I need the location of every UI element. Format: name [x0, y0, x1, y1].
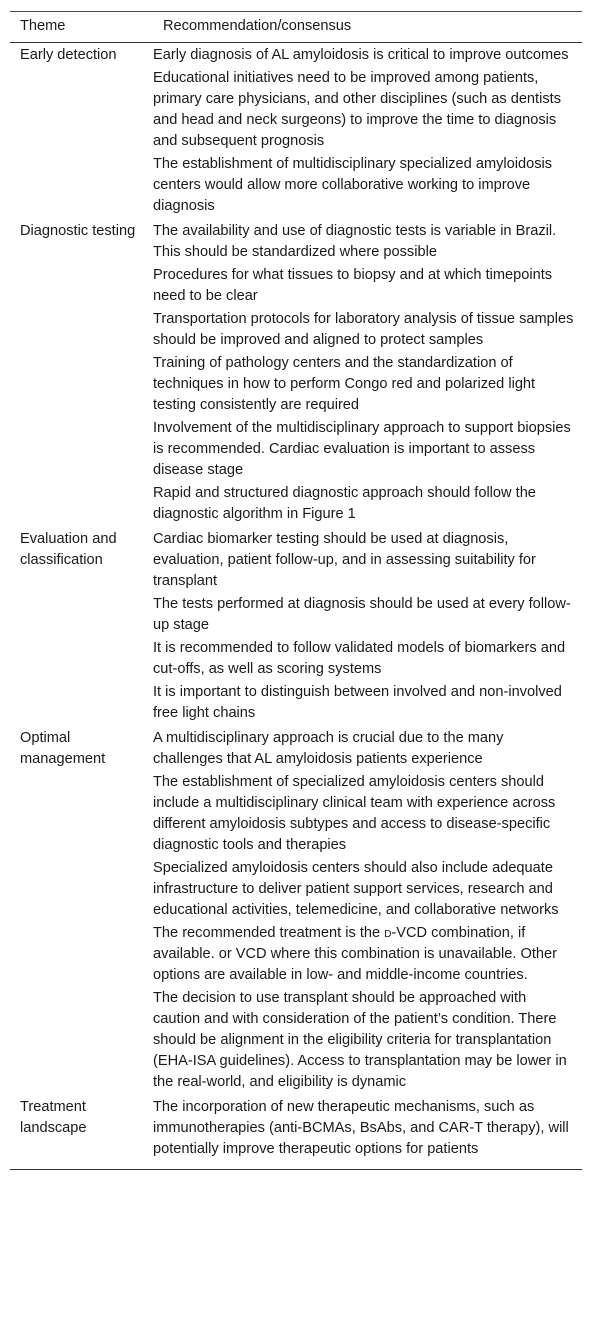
- table-header: [10, 12, 582, 43]
- table-row: [10, 1095, 582, 1170]
- theme-cell: Optimal management: [20, 730, 106, 767]
- recommendation-item: It is important to distinguish between involved and non-involved free light chains: [153, 684, 562, 721]
- recommendation-item: The establishment of specialized amyloidosis centers should include a multidisciplinary clinical team with experience across different amyloidosis subtypes and access to disease-specific diagnostic tools and therapies: [153, 774, 556, 853]
- header-theme: Theme: [20, 18, 66, 34]
- theme-cell: Early detection: [20, 47, 117, 63]
- recommendation-item: The availability and use of diagnostic tests is variable in Brazil. This should be standardized where possible: [153, 223, 557, 260]
- recommendation-item: Specialized amyloidosis centers should also include adequate infrastructure to deliver patient support services, research and educational activities, telemedicine, and collaborative networks: [153, 860, 559, 918]
- recommendation-item: The decision to use transplant should be approached with caution and with consideration of the patient’s condition. There should be alignment in the eligibility criteria for transplantation (EHA-ISA guidelines). Access to transplantation may be lower in the real-world, and eligibility is dynamic: [153, 990, 567, 1090]
- theme-cell: Treatment landscape: [20, 1099, 87, 1136]
- table-body: [10, 43, 582, 1170]
- theme-cell: Evaluation and classification: [20, 531, 117, 568]
- recommendation-cell: [153, 43, 582, 220]
- consensus-table: [10, 11, 582, 1170]
- recommendation-item: Rapid and structured diagnostic approach should follow the diagnostic algorithm in Figure 1: [153, 485, 536, 522]
- table-row: [10, 726, 582, 1095]
- table-row: [10, 219, 582, 527]
- table-row: [10, 527, 582, 726]
- recommendation-item: Early diagnosis of AL amyloidosis is critical to improve outcomes: [153, 47, 569, 63]
- recommendation-item: Transportation protocols for laboratory analysis of tissue samples should be improved and aligned to protect samples: [153, 311, 574, 348]
- consensus-table-container: [10, 11, 582, 1170]
- recommendation-cell: [153, 1095, 582, 1170]
- recommendation-item: The recommended treatment is the d-VCD combination, if available. or VCD where this combination is unavailable. Other options are available in low- and middle-income countries.: [153, 925, 557, 983]
- recommendation-item: Educational initiatives need to be improved among patients, primary care physicians, and other disciplines (such as dentists and head and neck surgeons) to improve the time to diagnosis and subsequent prognosis: [153, 70, 561, 149]
- table-row: [10, 43, 582, 220]
- recommendation-item: It is recommended to follow validated models of biomarkers and cut-offs, as well as scoring systems: [153, 640, 566, 677]
- recommendation-cell: [153, 219, 582, 527]
- recommendation-item: Cardiac biomarker testing should be used at diagnosis, evaluation, patient follow-up, and in assessing suitability for transplant: [153, 531, 536, 589]
- recommendation-item: Involvement of the multidisciplinary approach to support biopsies is recommended. Cardiac evaluation is important to assess disease stage: [153, 420, 571, 478]
- theme-cell: Diagnostic testing: [20, 223, 136, 239]
- recommendation-item: The establishment of multidisciplinary specialized amyloidosis centers would allow more collaborative working to improve diagnosis: [153, 156, 553, 214]
- header-recommendation: Recommendation/consensus: [163, 18, 352, 34]
- recommendation-item: The tests performed at diagnosis should be used at every follow-up stage: [153, 596, 571, 633]
- recommendation-item: Procedures for what tissues to biopsy and at which timepoints need to be clear: [153, 267, 553, 304]
- recommendation-item: The incorporation of new therapeutic mechanisms, such as immunotherapies (anti-BCMAs, BsAbs, and CAR-T therapy), will potentially improve therapeutic options for patients: [153, 1099, 569, 1157]
- recommendation-cell: [153, 527, 582, 726]
- recommendation-cell: [153, 726, 582, 1095]
- header-row: [10, 12, 582, 43]
- recommendation-item: Training of pathology centers and the standardization of techniques in how to perform Congo red and polarized light testing consistently are required: [153, 355, 536, 413]
- recommendation-item: A multidisciplinary approach is crucial due to the many challenges that AL amyloidosis patients experience: [153, 730, 504, 767]
